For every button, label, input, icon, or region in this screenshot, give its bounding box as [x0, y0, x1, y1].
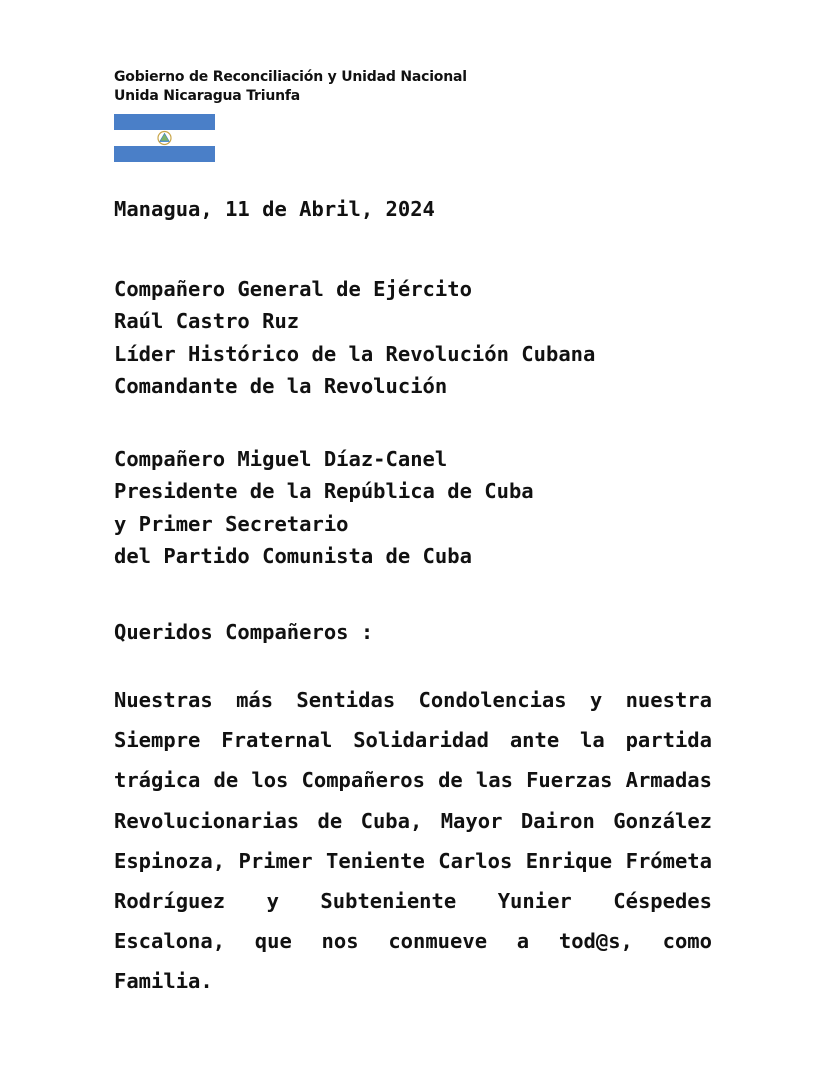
letter-date: Managua, 11 de Abril, 2024 [114, 197, 435, 221]
letterhead-slogan: Unida Nicaragua Triunfa [114, 88, 300, 104]
recipient-line: Compañero General de Ejército [114, 277, 472, 301]
salutation: Queridos Compañeros : [114, 620, 374, 644]
recipient-line: del Partido Comunista de Cuba [114, 543, 472, 568]
recipient-block-diaz-canel [114, 443, 534, 572]
letter-body: Nuestras más Sentidas Condolencias y nuestra Siempre Fraternal Solidaridad ante la partida trágica de los Compañeros de las Fuerzas Armadas Revolucionarias de Cuba, Mayor Dairon González Espinoza, Primer Teniente Carlos Enrique Frómeta Rodríguez y Subteniente Yunier Céspedes Escalona, que nos conmueve a tod@s, como Familia. [114, 688, 712, 994]
letterhead-government-name: Gobierno de Reconciliación y Unidad Nacional [114, 69, 467, 85]
flag-stripe-top [114, 114, 215, 130]
letterhead [114, 68, 467, 106]
nicaragua-flag-icon [114, 114, 215, 162]
recipient-line: Presidente de la República de Cuba [114, 479, 534, 504]
recipient-line: y Primer Secretario [114, 511, 349, 536]
recipient-line: Líder Histórico de la Revolución Cubana [114, 341, 596, 366]
recipient-line: Raúl Castro Ruz [114, 309, 300, 334]
recipient-block-castro [114, 273, 595, 402]
recipient-line: Compañero Miguel Díaz-Canel [114, 447, 448, 471]
recipient-line: Comandante de la Revolución [114, 373, 448, 398]
flag-stripe-bottom [114, 146, 215, 162]
